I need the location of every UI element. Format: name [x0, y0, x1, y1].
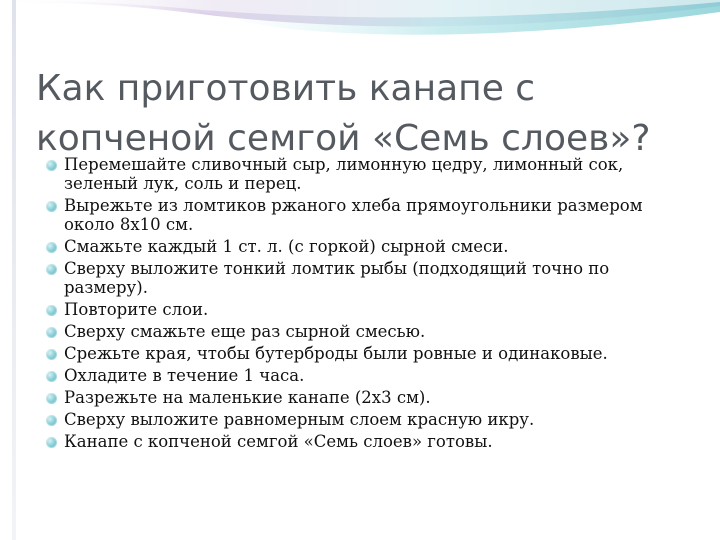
list-item — [44, 366, 694, 385]
slide-title — [36, 64, 696, 164]
header-swoosh-decoration — [0, 0, 720, 60]
list-item — [44, 259, 694, 297]
list-item — [44, 432, 694, 451]
list-item — [44, 344, 694, 363]
title-line-1: Как приготовить канапе с — [36, 68, 536, 110]
bullet-icon — [46, 371, 57, 382]
list-item-text: Сверху смажьте еще раз сырной смесью. — [64, 322, 426, 341]
bullet-icon — [46, 437, 57, 448]
list-item — [44, 196, 694, 234]
bullet-icon — [46, 349, 57, 360]
bullet-icon — [46, 264, 57, 275]
bullet-icon — [46, 242, 57, 253]
list-item — [44, 388, 694, 407]
list-item-text: Вырежьте из ломтиков ржаного хлеба прямоугольники размером около 8х10 см. — [64, 196, 643, 234]
bullet-icon — [46, 160, 57, 171]
list-item-text: Срежьте края, чтобы бутерброды были ровные и одинаковые. — [64, 344, 608, 363]
left-accent-rule — [12, 0, 16, 540]
bullet-icon — [46, 393, 57, 404]
list-item-text: Перемешайте сливочный сыр, лимонную цедру, лимонный сок, зеленый лук, соль и перец. — [64, 155, 624, 193]
list-item-text: Повторите слои. — [64, 300, 209, 319]
list-item — [44, 155, 694, 193]
list-item-text: Сверху выложите равномерным слоем красную икру. — [64, 410, 535, 429]
title-line-2: копченой семгой «Семь слоев»? — [36, 118, 651, 160]
list-item-text: Разрежьте на маленькие канапе (2х3 см). — [64, 388, 431, 407]
list-item-text: Сверху выложите тонкий ломтик рыбы (подходящий точно по размеру). — [64, 259, 610, 297]
list-item — [44, 300, 694, 319]
list-item — [44, 322, 694, 341]
bullet-icon — [46, 415, 57, 426]
bullet-icon — [46, 305, 57, 316]
bullet-icon — [46, 327, 57, 338]
steps-list — [44, 155, 694, 454]
bullet-icon — [46, 201, 57, 212]
list-item-text: Канапе с копченой семгой «Семь слоев» готовы. — [64, 432, 493, 451]
list-item-text: Смажьте каждый 1 ст. л. (с горкой) сырной смеси. — [64, 237, 509, 256]
list-item — [44, 237, 694, 256]
list-item-text: Охладите в течение 1 часа. — [64, 366, 305, 385]
list-item — [44, 410, 694, 429]
